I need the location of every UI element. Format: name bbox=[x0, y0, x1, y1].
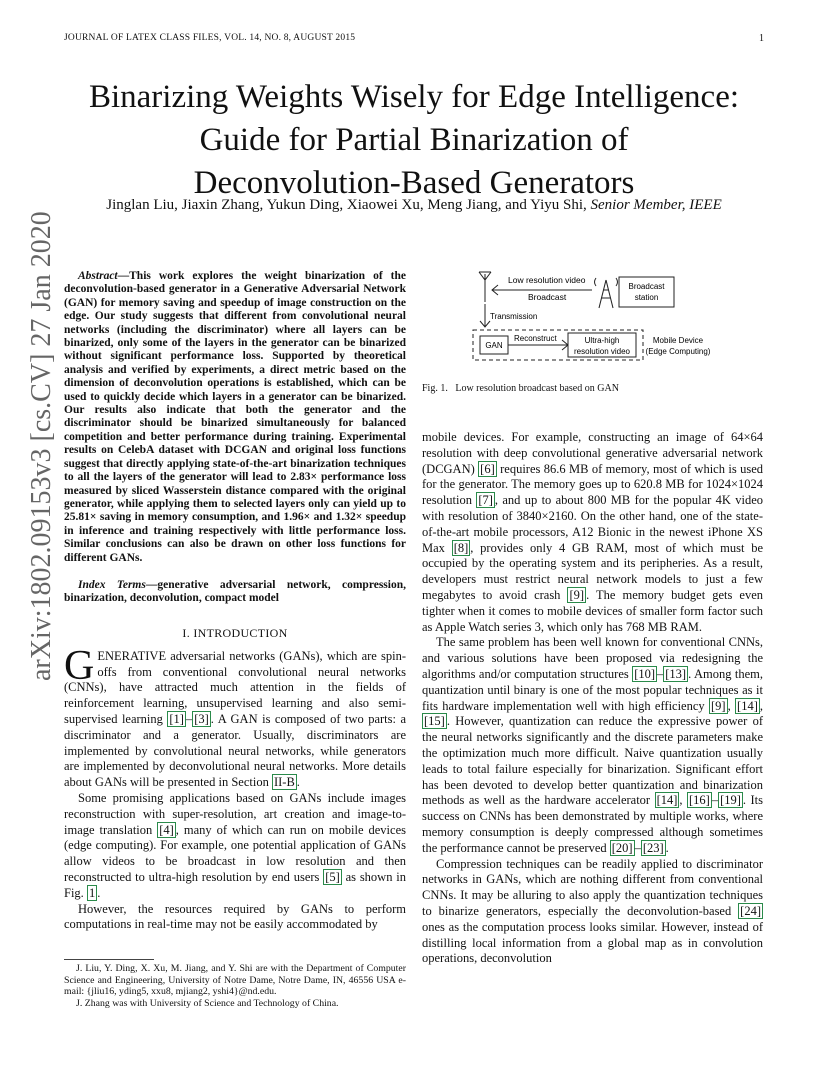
footnote-affiliation: J. Liu, Y. Ding, X. Xu, M. Jiang, and Y. Shi are with the Department of Computer Science and Engineering, University of Notre Dame, Notre Dame, IN, 46556 USA e-mail: {jliu16, yding5, xxu8, mjiang2, yshi4}@nd.edu. bbox=[64, 963, 406, 998]
footnotes bbox=[64, 963, 406, 1009]
text-run: as shown in Fig. bbox=[64, 869, 406, 900]
label-transmission: Transmission bbox=[490, 312, 538, 321]
text-run: . Its success on CNNs has been demonstrated by multiple works, where memory consumption is deeply compressed although sometimes the performance cannot be preserved bbox=[422, 793, 763, 855]
citation-link[interactable]: [14] bbox=[656, 793, 678, 808]
citation-link[interactable]: [24] bbox=[740, 903, 761, 918]
text-run: – bbox=[185, 711, 193, 726]
label-reconstruct: Reconstruct bbox=[514, 334, 557, 343]
text-run: . Among them, quantization until binary is one of the most popular techniques as it fits hardware implementation well with high efficiency bbox=[422, 666, 763, 713]
label-station-1: Broadcast bbox=[628, 282, 665, 291]
abstract-text: —This work explores the weight binarization of the deconvolution-based generator in a Generative Adversarial Network (GAN) for memory saving and speedup of image construction on the edge. Our study suggests that different from convolutional neural networks (including the discriminator) where all layers can be binarized, only some of the layers in the generator can be binarized without significant performance loss. Supported by theoretical analysis and verified by experiments, a direct metric based on the dimension of deconvolution operations is established, which can be used to quickly decide which layers in a generator can be binarized. Our results also indicate that both the generator and the discriminator should be binarized simultaneously for balanced competition and better performance during training. Experimental results on CelebA dataset with DCGAN and original loss functions suggest that directly applying state-of-the-art binarization techniques to all the layers of the generator will lead to 2.83× performance loss measured by sliced Wasserstein distance compared with the original generator, while applying them to selected layers only can yield up to 25.81× saving in memory consumption, and 1.96× and 1.32× speedup in inference and training respectively with little performance loss. Similar conclusions can also be drawn on other loss functions for different GANs. bbox=[64, 270, 406, 564]
text-run: mobile devices. For example, constructing an image of 64×64 resolution with deep convolutional generative adversarial network (DCGAN) bbox=[422, 430, 763, 476]
text-run: . However, quantization can reduce the expressive power of the neural networks significantly and the discrete parameters make the optimization much more difficult. Naive quantization usually leads to total failure especially for binarization. Significant effort has been devoted to develop better quantization and binarization methods as well as the hardware accelerator bbox=[422, 714, 763, 808]
citation-link[interactable]: [10] bbox=[634, 666, 656, 681]
text-run: , provides only 4 GB RAM, most of which must be occupied by the operating system and its peripheries. As a result, developers must restrict neural network models to just a few megabytes to avoid crash bbox=[422, 540, 763, 602]
index-terms-text: —generative adversarial network, compression, binarization, deconvolution, compact model bbox=[64, 578, 406, 605]
citation-link[interactable]: [9] bbox=[711, 698, 726, 713]
figure-link[interactable]: 1 bbox=[88, 885, 96, 900]
figure-1-caption: Fig. 1. Low resolution broadcast based on GAN bbox=[422, 383, 619, 394]
text-run: . bbox=[97, 885, 101, 900]
text-run: ones as the computation process looks similar. However, instead of distilling local information from a global map as in convolution operations, deconvolution bbox=[422, 919, 763, 966]
citation-link[interactable]: [23] bbox=[642, 840, 664, 855]
left-column bbox=[64, 270, 406, 933]
citation-link[interactable]: [15] bbox=[424, 714, 445, 729]
broadcast-tower-icon bbox=[595, 278, 618, 308]
label-station-2: station bbox=[634, 293, 659, 302]
text-run: Some promising applications based on GANs include images reconstruction with super-resolution, art creation and image-to-image translation bbox=[64, 790, 406, 837]
citation-link[interactable]: [16] bbox=[689, 793, 710, 808]
label-low-resolution: Low resolution video bbox=[508, 275, 586, 285]
footnote-zhang: J. Zhang was with University of Science and Technology of China. bbox=[76, 997, 339, 1009]
running-header: JOURNAL OF LATEX CLASS FILES, VOL. 14, NO. 8, AUGUST 2015 bbox=[64, 33, 356, 43]
citation-link[interactable]: [6] bbox=[480, 461, 495, 476]
right-paragraph-1 bbox=[422, 430, 763, 635]
citation-link[interactable]: [5] bbox=[325, 869, 340, 884]
citation-link[interactable]: [8] bbox=[453, 540, 469, 555]
text-run: – bbox=[711, 793, 719, 808]
figure-1-svg bbox=[460, 268, 760, 368]
arxiv-stamp: arXiv:1802.09153v3 [cs.CV] 27 Jan 2020 bbox=[26, 211, 57, 681]
citation-link[interactable]: [13] bbox=[665, 666, 687, 681]
page-number: 1 bbox=[759, 33, 764, 44]
abstract bbox=[64, 270, 406, 565]
author-membership: Senior Member, IEEE bbox=[590, 197, 722, 213]
citation-link[interactable]: [14] bbox=[737, 698, 758, 713]
paper-title bbox=[64, 76, 764, 205]
text-run: ENERATIVE adversarial networks (GANs), which are spin-offs from conventional convolutional neural networks (CNNs), have attracted much attention in the fields of reinforcement learning, unsupervised learning and also semi-supervised learning bbox=[64, 648, 406, 726]
text-run: requires 86.6 MB of memory, most of which is used for the generator. The memory goes up to 620.8 MB for 1024×1024 resolution bbox=[422, 461, 763, 508]
text-run: , bbox=[759, 698, 763, 713]
right-paragraph-2 bbox=[422, 635, 763, 856]
abstract-label: Abstract bbox=[78, 270, 118, 282]
citation-link[interactable]: [19] bbox=[720, 793, 741, 808]
section-link[interactable]: II-B bbox=[273, 775, 295, 790]
author-names: Jinglan Liu, Jiaxin Zhang, Yukun Ding, Xiaowei Xu, Meng Jiang, and Yiyu Shi, bbox=[106, 197, 587, 213]
text-run: , and up to about 800 MB for the popular 4K video with resolution of 3840×2160. On the other hand, one of the state-of-the-art mobile processors, A12 Bionic in the newest iPhone XS Max bbox=[422, 493, 763, 555]
citation-link[interactable]: [3] bbox=[194, 711, 209, 726]
title-line-2: Guide for Partial Binarization of bbox=[199, 122, 629, 158]
citation-link[interactable]: [9] bbox=[569, 587, 585, 602]
text-run: . The memory budget gets even tighter when it comes to mobile devices of smaller form factor such as Apple Watch series 3, which only has 768 MB RAM. bbox=[422, 587, 763, 634]
title-line-3: Deconvolution-Based Generators bbox=[193, 165, 635, 201]
citation-link[interactable]: [20] bbox=[611, 840, 633, 855]
index-terms-label: Index Terms bbox=[78, 578, 146, 591]
label-broadcast: Broadcast bbox=[528, 292, 567, 302]
intro-paragraph-1 bbox=[64, 642, 407, 791]
figure-1-diagram bbox=[460, 268, 760, 368]
label-mobile-2: (Edge Computing) bbox=[645, 347, 711, 356]
text-run: , bbox=[679, 793, 687, 808]
right-column bbox=[422, 430, 763, 967]
intro-paragraph-2 bbox=[64, 791, 406, 902]
text-run: . bbox=[665, 840, 669, 855]
section-heading-introduction: I. INTRODUCTION bbox=[182, 625, 288, 640]
title-line-1: Binarizing Weights Wisely for Edge Intelligence: bbox=[88, 79, 740, 115]
index-terms bbox=[64, 579, 406, 606]
label-ultra-1: Ultra-high bbox=[584, 336, 620, 345]
author-list bbox=[64, 197, 764, 214]
citation-link[interactable]: [1] bbox=[169, 711, 184, 726]
label-gan: GAN bbox=[485, 341, 503, 350]
text-run: Compression techniques can be readily applied to discriminator networks in GANs, which are nothing different from conventional CNNs. It may be alluring to also apply the quantization techniques to binarize generators, especially the deconvolution-based bbox=[422, 856, 763, 918]
text-run: – bbox=[634, 840, 641, 855]
citation-link[interactable]: [4] bbox=[159, 822, 174, 837]
text-run: . bbox=[296, 775, 300, 790]
text-run: . A GAN is composed of two parts: a discriminator and a generator. Usually, discriminators are implemented by convolutional neural networks, while generators are implemented by deconvolutional neural networks. More details about GANs will be presented in Section bbox=[64, 711, 407, 790]
text-run: – bbox=[657, 666, 664, 681]
intro-paragraph-3: However, the resources required by GANs to perform computations in real-time may not be easily accommodated by bbox=[64, 901, 406, 932]
footnote-rule bbox=[64, 959, 154, 960]
right-paragraph-3 bbox=[422, 857, 763, 968]
drop-cap: G bbox=[64, 642, 95, 689]
label-ultra-2: resolution video bbox=[573, 347, 631, 356]
transmission-arrow bbox=[480, 304, 490, 327]
text-run: , bbox=[727, 698, 736, 713]
citation-link[interactable]: [7] bbox=[478, 493, 493, 508]
label-mobile-1: Mobile Device bbox=[652, 336, 704, 345]
text-run: The same problem has been well known for conventional CNNs, and various solutions have been proposed via redesigning the algorithms and/or computation structures bbox=[422, 635, 763, 681]
text-run: , many of which can run on mobile devices (edge computing). For example, one potential application of GANs allow videos to be broadcast in low resolution and then reconstructed to ultra-high resolution by end users bbox=[64, 822, 406, 884]
antenna-icon bbox=[479, 272, 491, 302]
